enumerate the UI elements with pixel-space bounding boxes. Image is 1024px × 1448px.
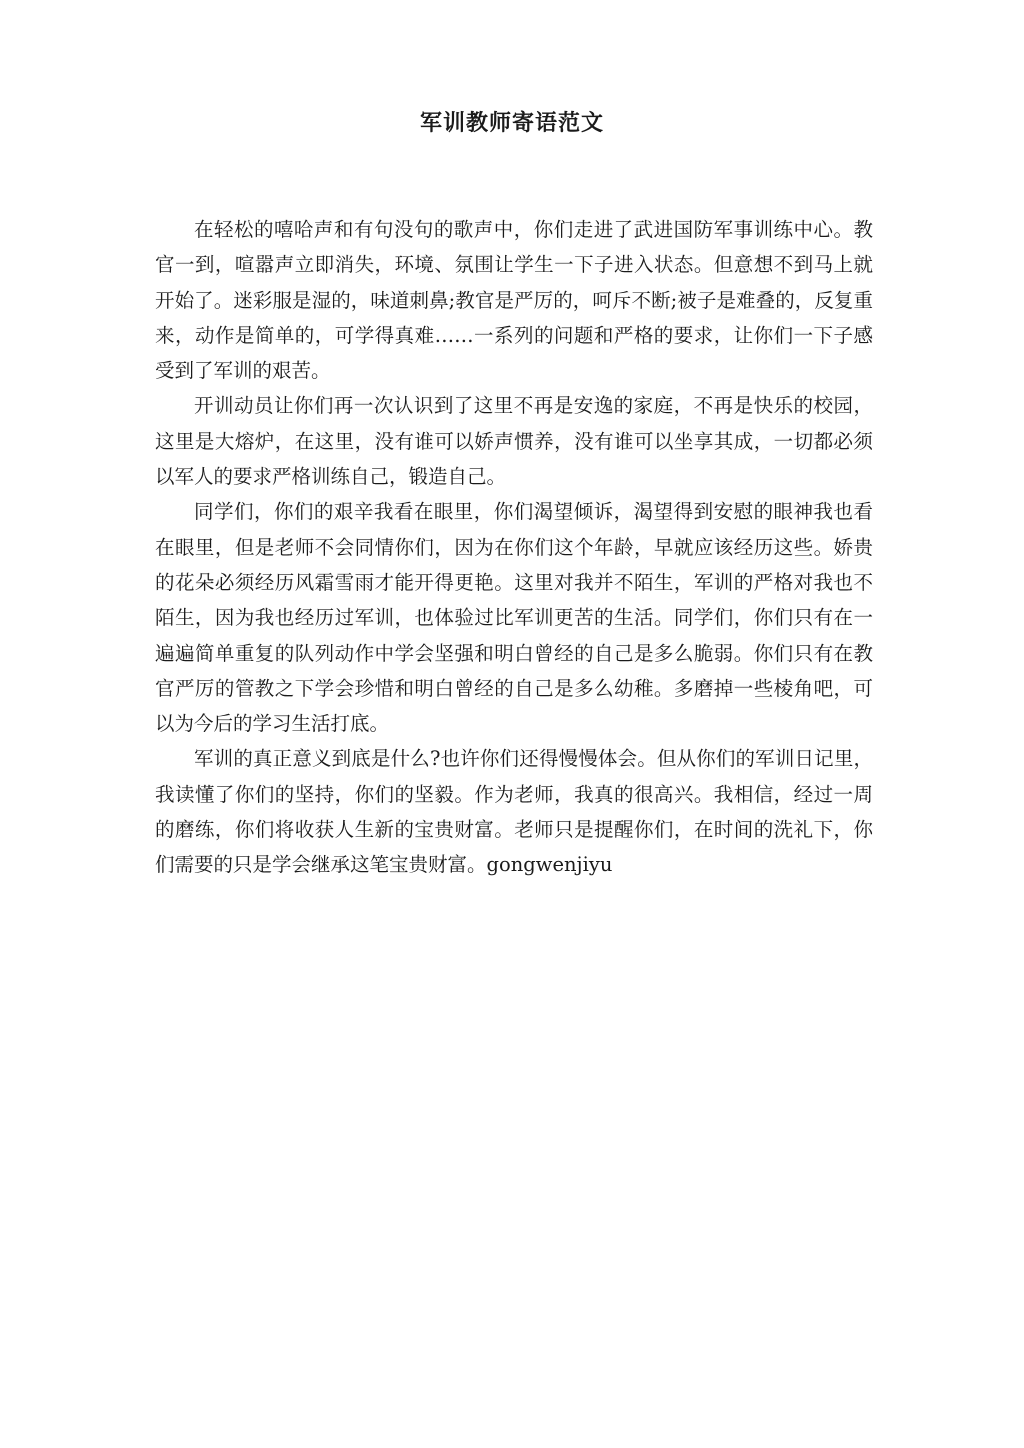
document-body [155,212,873,883]
paragraph-1: 在轻松的嘻哈声和有句没句的歌声中，你们走进了武进国防军事训练中心。教官一到，喧嚣声立即消失，环境、氛围让学生一下子进入状态。但意想不到马上就开始了。迷彩服是湿的，味道刺鼻;教官是严厉的，呵斥不断;被子是难叠的，反复重来，动作是简单的，可学得真难……一系列的问题和严格的要求，让你们一下子感受到了军训的艰苦。 [155,218,873,383]
paragraph-3: 同学们，你们的艰辛我看在眼里，你们渴望倾诉，渴望得到安慰的眼神我也看在眼里，但是老师不会同情你们，因为在你们这个年龄，早就应该经历这些。娇贵的花朵必须经历风霜雪雨才能开得更艳。这里对我并不陌生，军训的严格对我也不陌生，因为我也经历过军训，也体验过比军训更苦的生活。同学们，你们只有在一遍遍简单重复的队列动作中学会坚强和明白曾经的自己是多么脆弱。你们只有在教官严厉的管教之下学会珍惜和明白曾经的自己是多么幼稚。多磨掉一些棱角吧，可以为今后的学习生活打底。 [155,500,873,736]
document-title: 军训教师寄语范文 [419,111,604,136]
paragraph-4: 军训的真正意义到底是什么?也许你们还得慢慢体会。但从你们的军训日记里，我读懂了你们的坚持，你们的坚毅。作为老师，我真的很高兴。我相信，经过一周的磨练，你们将收获人生新的宝贵财富。老师只是提醒你们，在时间的洗礼下，你们需要的只是学会继承这笔宝贵财富。gongwenjiyu [155,747,873,877]
paragraph-2: 开训动员让你们再一次认识到了这里不再是安逸的家庭，不再是快乐的校园，这里是大熔炉，在这里，没有谁可以娇声惯养，没有谁可以坐享其成，一切都必须以军人的要求严格训练自己，锻造自己。 [155,394,873,489]
